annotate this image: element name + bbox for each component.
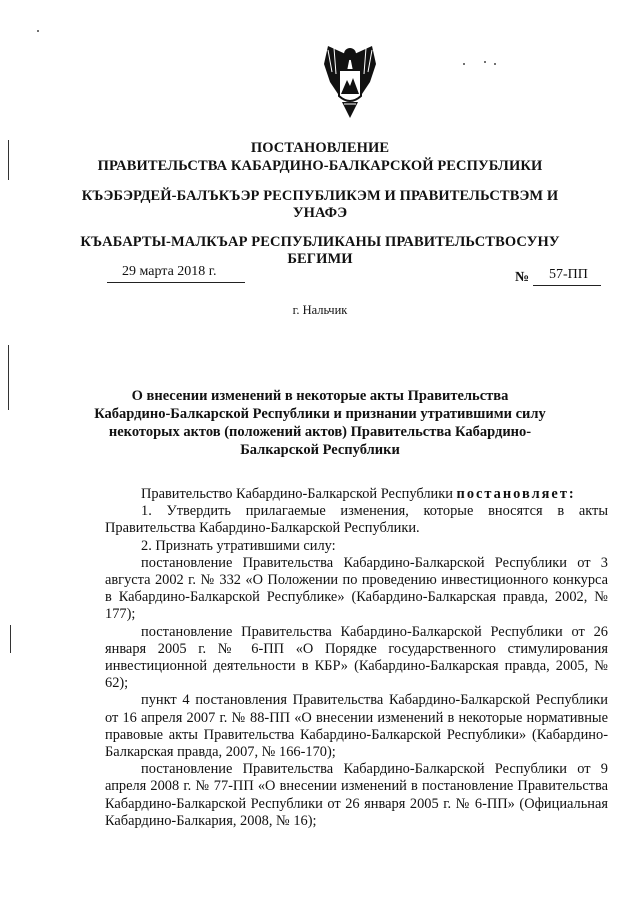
number-sign: № <box>515 270 530 285</box>
scan-mark-left-3 <box>10 625 11 653</box>
header-karachay-line2: БЕГИМИ <box>287 251 353 267</box>
header-kabardian-line1: КЪЭБЭРДЕЙ-БАЛЪКЪЭР РЕСПУБЛИКЭМ И ПРАВИТЕЛЬСТВЭМ И <box>81 188 559 204</box>
document-title-line3: некоторых актов (положений актов) Правительства Кабардино- <box>108 424 532 440</box>
header-kabardian-line2: УНАФЭ <box>292 205 348 221</box>
scan-speck <box>494 63 496 65</box>
scan-speck <box>484 61 486 63</box>
header-karachay-line1: КЪАБАРТЫ-МАЛКЪАР РЕСПУБЛИКАНЫ ПРАВИТЕЛЬСТВОСУНУ <box>80 234 560 250</box>
decree-word: постановляет: <box>456 486 576 502</box>
number-underline <box>533 285 601 286</box>
preamble-text: Правительство Кабардино-Балкарской Республики <box>141 486 453 502</box>
paragraph-5: пункт 4 постановления Правительства Кабардино-Балкарской Республики от 16 апреля 2007 г. № 88-ПП «О внесении изменений в некоторые нормативные правовые акты Правительства Кабардино-Балкарской Республики» (Кабардино-Балкарская правда, 2007, № 166-170); <box>105 692 608 761</box>
date-underline <box>107 282 245 283</box>
scan-speck <box>37 30 39 32</box>
document-date: 29 марта 2018 г. <box>122 264 217 279</box>
document-title-line1: О внесении изменений в некоторые акты Правительства <box>131 388 509 404</box>
document-title-line2: Кабардино-Балкарской Республики и признании утратившими силу <box>94 406 546 422</box>
document-title-line4: Балкарской Республики <box>240 442 400 458</box>
header-title: ПОСТАНОВЛЕНИЕ <box>250 140 390 156</box>
scan-speck <box>463 63 465 65</box>
paragraph-4: постановление Правительства Кабардино-Балкарской Республики от 26 января 2005 г. № 6-ПП «О Порядке государственного стимулирования инвестиционной деятельности в КБР» (Кабардино-Балкарская правда, 2005, № 62); <box>105 623 608 692</box>
paragraph-2: 2. Признать утратившими силу: <box>141 537 336 554</box>
paragraph-1: 1. Утвердить прилагаемые изменения, которые вносятся в акты Правительства Кабардино-Балкарской Республики. <box>105 503 608 537</box>
document-body <box>105 486 608 830</box>
document-number: 57-ПП <box>549 267 588 282</box>
paragraph-3: постановление Правительства Кабардино-Балкарской Республики от 3 августа 2002 г. № 332 «О Положении по проведению инвестиционного конкурса в Кабардино-Балкарской Республике» (Кабардино-Балкарская правда, 2002, № 177); <box>105 554 608 623</box>
coat-of-arms-emblem <box>322 42 378 120</box>
header-government: ПРАВИТЕЛЬСТВА КАБАРДИНО-БАЛКАРСКОЙ РЕСПУБЛИКИ <box>97 158 543 174</box>
paragraph-6: постановление Правительства Кабардино-Балкарской Республики от 9 апреля 2008 г. № 77-ПП «О внесении изменений в постановление Правительства Кабардино-Балкарской Республики от 26 января 2005 г. № 6-ПП» (Официальная Кабардино-Балкария, 2008, № 16); <box>105 761 608 829</box>
document-city: г. Нальчик <box>292 303 348 317</box>
preamble <box>105 486 608 503</box>
